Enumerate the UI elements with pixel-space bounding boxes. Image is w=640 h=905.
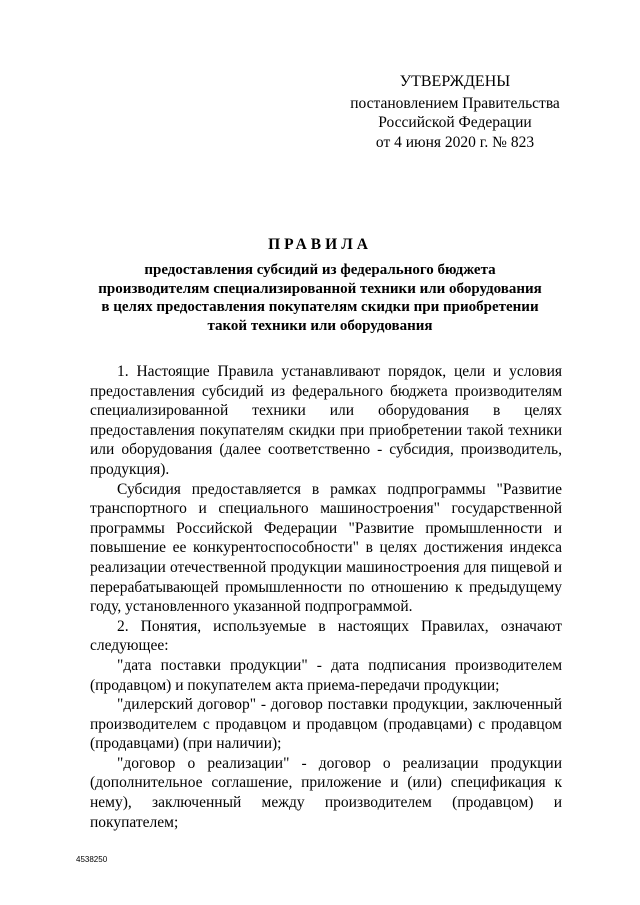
approval-line-2: Российской Федерации	[378, 114, 532, 131]
approval-line-1: постановлением Правительства	[350, 94, 560, 112]
approval-line-3: от 4 июня 2020 г. № 823	[375, 133, 535, 151]
document-subtitle	[80, 261, 560, 335]
subtitle-line-1: предоставления субсидий из федерального бюджета	[144, 262, 496, 278]
paragraph: 2. Понятия, используемые в настоящих Правилах, означают следующее:	[90, 617, 562, 655]
paragraph: Субсидия предоставляется в рамках подпрограммы "Развитие транспортного и специального машиностроения" государственной программы Российской Федерации "Развитие промышленности и повышение ее конкурентоспособности" в целях достижения индекса реализации отечественной продукции машиностроения для пищевой и перерабатывающей промышленности по отношению к предыдущему году, установленного указанной подпрограммой.	[90, 480, 562, 616]
document-body	[90, 362, 562, 832]
paragraph: 1. Настоящие Правила устанавливают порядок, цели и условия предоставления субсидий из федерального бюджета производителям специализированной техники или оборудования в целях предоставления покупателям скидки при приобретении такой техники или оборудования (далее соответственно - субсидия, производитель, продукция).	[90, 363, 562, 478]
document-title: ПРАВИЛА	[268, 236, 372, 253]
subtitle-line-3: в целях предоставления покупателям скидки при приобретении	[101, 299, 539, 315]
subtitle-line-4: такой техники или оборудования	[207, 317, 433, 334]
paragraph: "дата поставки продукции" - дата подписания производителем (продавцом) и покупателем акта приема-передачи продукции;	[90, 656, 562, 694]
paragraph: "договор о реализации" - договор о реализации продукции (дополнительное соглашение, приложение и (или) спецификация к нему), заключенный между производителем (продавцом) и покупателем;	[90, 754, 562, 831]
paragraph: "дилерский договор" - договор поставки продукции, заключенный производителем с продавцом и продавцом (продавцами) с продавцом (продавцами) (при наличии);	[90, 696, 562, 753]
subtitle-line-2: производителям специализированной техники или оборудования	[98, 280, 542, 297]
document-code: 4538250	[76, 855, 108, 864]
approval-heading: УТВЕРЖДЕНЫ	[399, 73, 511, 90]
approval-stamp	[330, 72, 580, 152]
